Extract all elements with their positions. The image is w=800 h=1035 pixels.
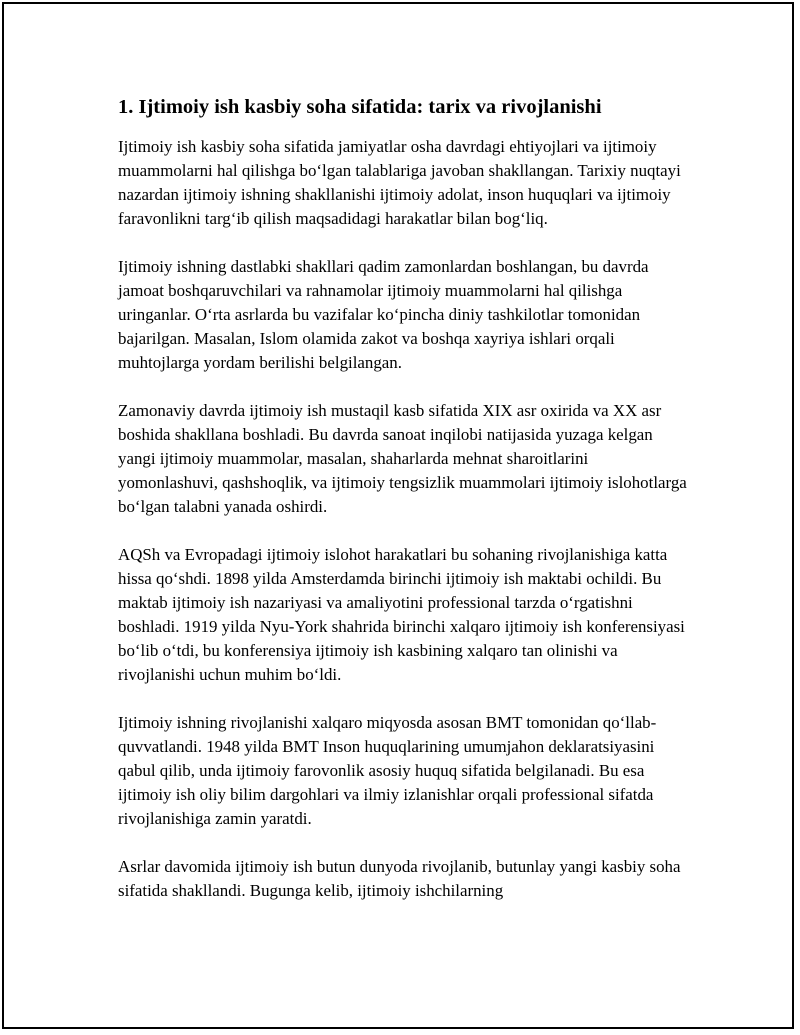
paragraph-5: Ijtimoiy ishning rivojlanishi xalqaro miqyosda asosan BMT tomonidan qo‘llab-quvvatlandi. 1948 yilda BMT Inson huquqlarining umumjahon deklaratsiyasini qabul qilib, unda ijtimoiy farovonlik asosiy huquq sifatida belgilanadi. Bu esa ijtimoiy ish oliy bilim dargohlari va ilmiy izlanishlar orqali professional sifatda rivojlanishiga zamin yaratdi. xyxy=(118,713,657,828)
paragraph-3: Zamonaviy davrda ijtimoiy ish mustaqil kasb sifatida XIX asr oxirida va XX asr boshida shakllana boshladi. Bu davrda sanoat inqilobi natijasida yuzaga kelgan yangi ijtimoiy muammolar, masalan, shaharlarda mehnat sharoitlarini yomonlashuvi, qashshoqlik, va ijtimoiy tengsizlik muammolari ijtimoiy islohotlarga bo‘lgan talabni yanada oshirdi. xyxy=(118,401,687,516)
document-body xyxy=(118,93,688,927)
paragraph-6: Asrlar davomida ijtimoiy ish butun dunyoda rivojlanib, butunlay yangi kasbiy soha sifatida shakllandi. Bugunga kelib, ijtimoiy ishchilarning xyxy=(118,857,681,900)
paragraph-4: AQSh va Evropadagi ijtimoiy islohot harakatlari bu sohaning rivojlanishiga katta hissa qo‘shdi. 1898 yilda Amsterdamda birinchi ijtimoiy ish maktabi ochildi. Bu maktab ijtimoiy ish nazariyasi va amaliyotini professional tarzda o‘rgatishni boshladi. 1919 yilda Nyu-York shahrida birinchi xalqaro ijtimoiy ish konferensiyasi bo‘lib o‘tdi, bu konferensiya ijtimoiy ish kasbining xalqaro tan olinishi va rivojlanishi uchun muhim bo‘ldi. xyxy=(118,545,685,684)
section-heading: 1. Ijtimoiy ish kasbiy soha sifatida: tarix va rivojlanishi xyxy=(118,96,602,118)
paragraph-2: Ijtimoiy ishning dastlabki shakllari qadim zamonlardan boshlangan, bu davrda jamoat boshqaruvchilari va rahnamolar ijtimoiy muammolarni hal qilishga uringanlar. O‘rta asrlarda bu vazifalar ko‘pincha diniy tashkilotlar tomonidan bajarilgan. Masalan, Islom olamida zakot va boshqa xayriya ishlari orqali muhtojlarga yordam berilishi belgilangan. xyxy=(118,257,649,372)
paragraph-1: Ijtimoiy ish kasbiy soha sifatida jamiyatlar osha davrdagi ehtiyojlari va ijtimoiy muammolarni hal qilishga bo‘lgan talablariga javoban shakllangan. Tarixiy nuqtayi nazardan ijtimoiy ishning shakllanishi ijtimoiy adolat, inson huquqlari va ijtimoiy faravonlikni targ‘ib qilish maqsadidagi harakatlar bilan bog‘liq. xyxy=(118,137,681,228)
